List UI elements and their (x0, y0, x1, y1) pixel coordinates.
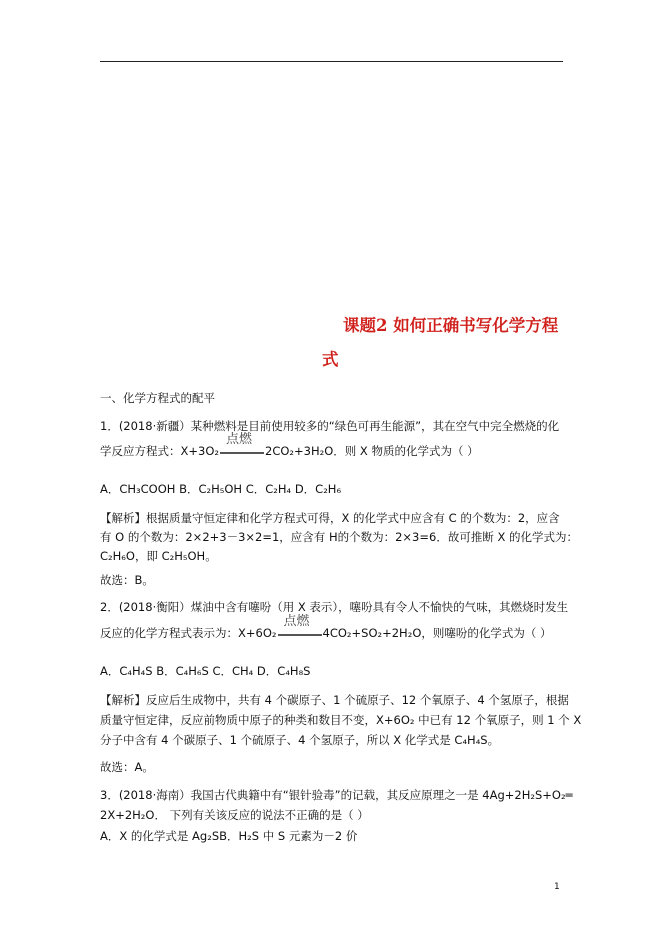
q2-stem: 2．(2018·衡阳）煤油中含有噻吩（用 X 表示），噻吩具有令人不愉快的气味，其燃烧时发生 (100, 600, 569, 614)
condition-label: 点燃 (283, 613, 310, 629)
q3-options: A．X 的化学式是 Ag₂SB．H₂S 中 S 元素为－2 价 (100, 829, 358, 843)
q1-answer: 故选：B。 (100, 573, 154, 587)
q2-equation (100, 613, 552, 641)
q1-eq-right: 2CO₂+3H₂O．则 X 物质的化学式为（ ） (265, 444, 479, 458)
q2-answer: 故选：A。 (100, 760, 154, 774)
q1-stem: 1．(2018·新疆）某种燃料是目前使用较多的“绿色可再生能源”，其在空气中完全燃烧的化 (100, 419, 560, 433)
condition-label: 点燃 (226, 431, 253, 447)
q2-eq-left: 反应的化学方程式表示为：X+6O₂ (100, 626, 277, 640)
q1-eq-left: 学反应方程式：X+3O₂ (100, 444, 219, 458)
q1-options: A．CH₃COOH B．C₂H₅OH C．C₂H₄ D．C₂H₆ (100, 482, 342, 496)
q2-analysis: 质量守恒定律，反应前物质中原子的种类和数目不变，X+6O₂ 中已有 12 个氧原子，则 1 个 X (100, 713, 582, 727)
q1-analysis: 【解析】根据质量守恒定律和化学方程式可得，X 的化学式中应含有 C 的个数为：2，应含 (100, 511, 560, 525)
section-heading: 一、化学方程式的配平 (100, 391, 215, 405)
q1-equation (100, 431, 479, 459)
q3-stem: 3．(2018·海南）我国古代典籍中有“银针验毒”的记载，其反应原理之一是 4Ag+2H₂S+O₂═ (100, 788, 573, 802)
q2-eq-right: 4CO₂+SO₂+2H₂O，则噻吩的化学式为（ ） (322, 626, 552, 640)
header-rule (100, 61, 563, 62)
reaction-arrow (220, 431, 264, 457)
page-title-cont: 式 (322, 350, 339, 369)
q1-analysis: C₂H₆O，即 C₂H₅OH。 (100, 549, 217, 563)
q1-analysis: 有 O 的个数为：2×2+3－3×2=1，应含有 H的个数为：2×3=6．故可推断 X 的化学式为： (100, 530, 579, 544)
q2-analysis: 分子中含有 4 个碳原子、1 个硫原子、4 个氢原子，所以 X 化学式是 C₄H₄S。 (100, 733, 500, 747)
q2-options: A．C₄H₄S B．C₄H₆S C．CH₄ D．C₄H₈S (100, 664, 311, 678)
page-number: 1 (554, 882, 560, 892)
q2-analysis: 【解析】反应后生成物中，共有 4 个碳原子、1 个硫原子、12 个氧原子、4 个氢原子，根据 (100, 693, 569, 707)
q3-stem-cont: 2X+2H₂O． 下列有关该反应的说法不正确的是（ ） (100, 808, 369, 822)
page-title: 课题2 如何正确书写化学方程 (343, 316, 559, 335)
reaction-arrow (278, 613, 322, 639)
